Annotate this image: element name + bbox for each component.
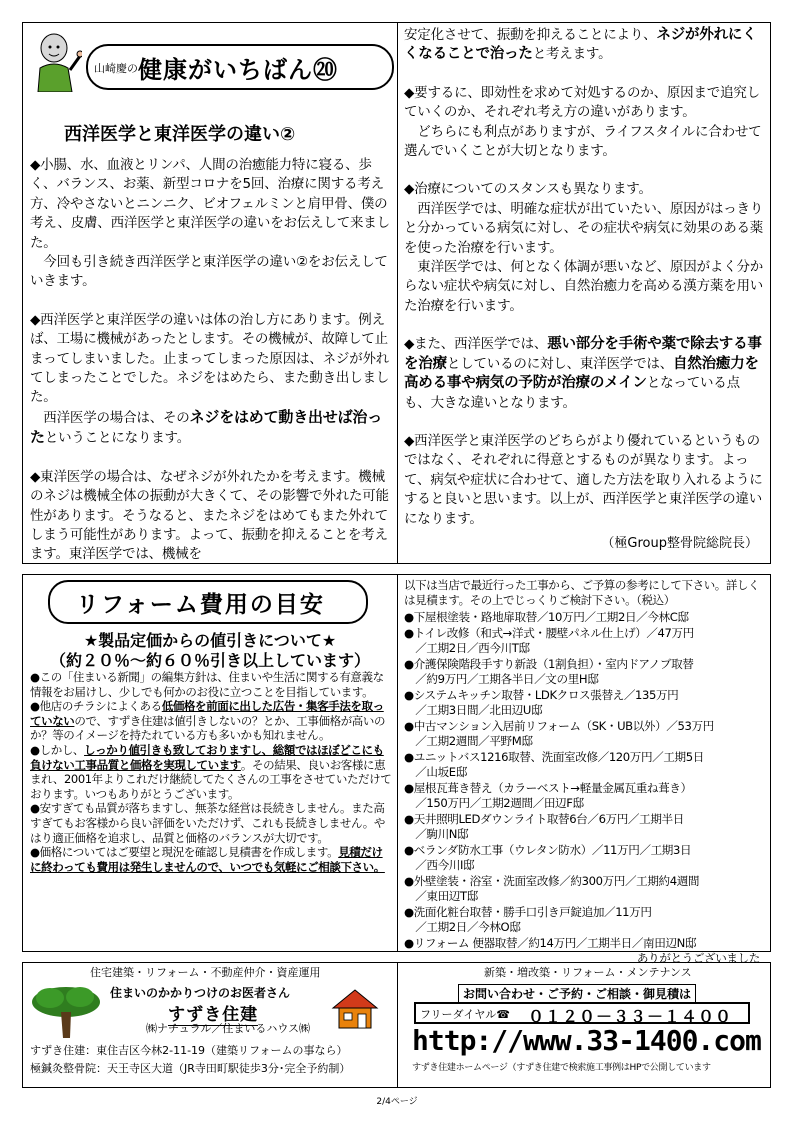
footer-address-2: 極鍼灸整骨院：天王寺区大道（JR寺田町駅徒歩3分･完全予約制） [30,1062,351,1075]
list-item: ●天井照明LEDダウンライト取替6台／6万円／工期半日 [404,811,684,826]
list-item: ／工期2日／今林O邸 [404,920,521,934]
footer-services-right: 新築・増改築・リフォーム・メンテナンス [484,966,692,979]
footer-company: すずき住建 [168,1000,258,1026]
health-left-p2: ◆西洋医学と東洋医学の違いは体の治し方にあります。例えば、工場に機械があったとします。その機械が、故障して止まってしまいました。止まってしまった原因は、ネジが外れてしまったことでした。ネジをはめたら、また動き出しました。 西洋医学の場合は、そのネジをはめて動き出せば治ったということになります。 [30,311,390,447]
reform-p5: ●価格についてはご要望と現況を確認し見積書を作成します。見積だけに終わっても費用は発生しませんので、いつでも気軽にご相談下さい。 [30,845,385,874]
reform-p3: ●しかし、しっかり値引きも致しておりますし、総額ではほぼどこにも負けない工事品質と価格を実現しています。その結果、良いお客様に恵まれ、2001年よりこれだけ継続してたくさんの工事をさせていただけております。いつもありがとうございます。 [30,742,392,801]
footer-brands: ㈱ナチュラル／住まいるハウス㈱ [146,1022,311,1035]
list-item: ●ベランダ防水工事（ウレタン防水）／11万円／工期3日 [404,842,692,857]
health-title-text: 健康がいちばん [138,56,313,84]
health-right-p4: ◆また、西洋医学では、悪い部分を手術や薬で除去する事を治療としているのに対し、東洋医学では、自然治癒力を高める事や病気の予防が治療のメインとなっている点も、大きな違いとなります。 [404,336,762,411]
list-item: ／工期2日／西今川T邸 [404,641,530,655]
list-item: ●屋根瓦葺き替え（カラーベスト→軽量金属瓦重ね葺き） [404,780,692,795]
reform-discount-sub: （約２０％～約６０％引き以上しています） [49,651,370,670]
list-item: ／工期3日間／北田辺U邸 [404,703,543,717]
page-number: 2/4ページ [376,1097,418,1107]
column-divider [397,22,398,564]
reform-left-text [30,670,392,874]
reform-p4: ●安すぎても品質が落ちますし、無茶な経営は長続きしません。また高すぎてもお客様から良い評価をいただけず、これも長続きしません。やはり適正価格を追求し、品質と価格のバランスが大切です。 [30,801,385,845]
health-left-p1: ◆小腸、水、血液とリンパ、人間の治癒能力特に寝る、歩く、バランス、お薬、新型コロナを5回、治療に関する考え方、冷やさないとニンニク、ビオフェルミンと肩甲骨、僕の考え、皮膚、西洋医学と東洋医学の違いをお伝えして来ました。 今回も引き続き西洋医学と東洋医学の違い②をお伝えしていきます。 [30,157,390,290]
list-item: ●外壁塗装・浴室・洗面室改修／約300万円／工期約4週間 [404,873,700,888]
health-signature: （極Group整骨院総院長） [601,536,758,551]
list-item: ●ユニットバス1216取替、洗面室改修／120万円／工期5日 [404,749,704,764]
list-item: ／山坂E邸 [404,765,467,779]
reform-intro: 以下は当店で最近行った工事から、ご予算の参考にして下さい。詳しくは見積ます。その上でじっくりご検討下さい。（税込） [404,578,760,607]
list-item: ●介護保険階段手すり新設（1割負担）・室内ドアノブ取替 [404,656,694,671]
phone-icon: フリーダイヤル☎ [420,1008,510,1021]
health-title-number: ⑳ [313,56,338,84]
list-item: ／約9万円／工期各半日／文の里H邸 [404,672,599,686]
footer-url[interactable]: http://www.33-1400.com [412,1024,761,1057]
footer-url-note: すずき住建ホームページ（すずき住建で検索施工事例はHPで公開しています [412,1063,711,1073]
tree-logo-icon [30,984,102,1038]
footer-services-left: 住宅建築・リフォーム・不動産仲介・資産運用 [90,966,321,979]
footer-phone-box [414,1002,750,1024]
list-item: ／東田辺T邸 [404,889,478,903]
list-item: ／西今川I邸 [404,858,475,872]
reform-title: リフォーム費用の目安 [76,592,325,618]
health-left-p3: ◆東洋医学の場合は、なぜネジが外れたかを考えます。機械のネジは機械全体の振動が大きくて、その影響で外れた可能性があります。そうなると、またネジをはめてもまた外れてしまう可能性があります。よって、振動を抑えることを考えます。東洋医学では、機械を [30,468,389,563]
list-item: ／駒川N邸 [404,827,469,841]
footer-phone[interactable]: ０１２０－３３－１４００ [528,1007,733,1026]
health-right-p5: ◆西洋医学と東洋医学のどちらがより優れているというものではなく、それぞれに得意とするものが異なります。よって、病気や症状に合わせて、適した方法を取り入れるようにすると良いと思います。以上が、西洋医学と東洋医学の違いになります。 [404,432,763,527]
health-title [138,50,338,85]
reform-p2: ●他店のチラシによくある低価格を前面に出した広告・集客手法を取っていないので、すずき住建は値引きしないの？とか、工事価格が高いのか？等のイメージを持たれている方も多いかも知れません。 [30,699,386,743]
reform-discount-title: ★製品定価からの値引きについて★ [83,631,337,650]
reform-divider [397,574,398,952]
footer-address-1: すずき住建：東住吉区今林2-11-19（建築リフォームの事なら） [30,1044,348,1057]
reform-p1: ●この「住まいる新聞」の編集方針は、住まいや生活に関する有意義な情報をお届けし、少しでも何かのお役に立つことを目指しています。 [30,670,384,699]
health-right-p3: ◆治療についてのスタンスも異なります。 西洋医学では、明確な症状が出ていたい、原因がはっきりと分かっている病気に対し、その症状や病気に効果のある薬を使った治療を行います。 東洋医学では、何となく体調が悪いなど、原因がよく分からない症状や病気に対し、自然治癒力を高める漢方薬を用いた治療を行います。 [404,181,764,314]
footer-tagline: 住まいのかかりつけのお医者さん [110,986,291,1000]
health-right-p1: 安定化させて、振動を抑えることにより、ネジが外れにくくなることで治ったと考えます。 [404,27,757,63]
health-right-column [404,26,764,529]
reform-thanks: ありがとうございました [636,951,760,965]
list-item: ●システムキッチン取替・LDKクロス張替え／135万円 [404,687,679,702]
list-item: ●リフォーム 便器取替／約14万円／工期半日／南田辺N邸 [404,935,697,950]
list-item: ／150万円／工期2週間／田辺F邸 [404,796,584,810]
footer-contact-label: お問い合わせ・ご予約・ご相談・御見積は [458,984,696,1003]
health-right-p2: ◆要するに、即効性を求めて対処するのか、原因まで追究していくのか、それぞれ考え方の違いがあります。 どちらにも利点がありますが、ライフスタイルに合わせて選んでいくことが大切となります。 [404,84,762,160]
house-icon [330,986,380,1030]
list-item: ●中古マンション入居前リフォーム（SK・UB以外）／53万円 [404,718,714,733]
list-item: ●トイレ改修（和式→洋式・腰壁パネル仕上げ）／47万円 [404,625,694,640]
list-item: ●下屋根塗装・路地扉取替／10万円／工期2日／今林C邸 [404,610,689,624]
list-item: ●洗面化粧台取替・勝手口引き戸錠追加／11万円 [404,904,652,919]
health-author: 山崎慶の [94,62,138,75]
list-item: ／工期2週間／平野M邸 [404,734,533,748]
health-left-column [30,156,390,565]
reform-items-list [404,610,766,967]
health-subtitle: 西洋医学と東洋医学の違い② [64,124,296,145]
footer-divider [397,962,398,1088]
author-portrait-illustration [30,30,82,92]
